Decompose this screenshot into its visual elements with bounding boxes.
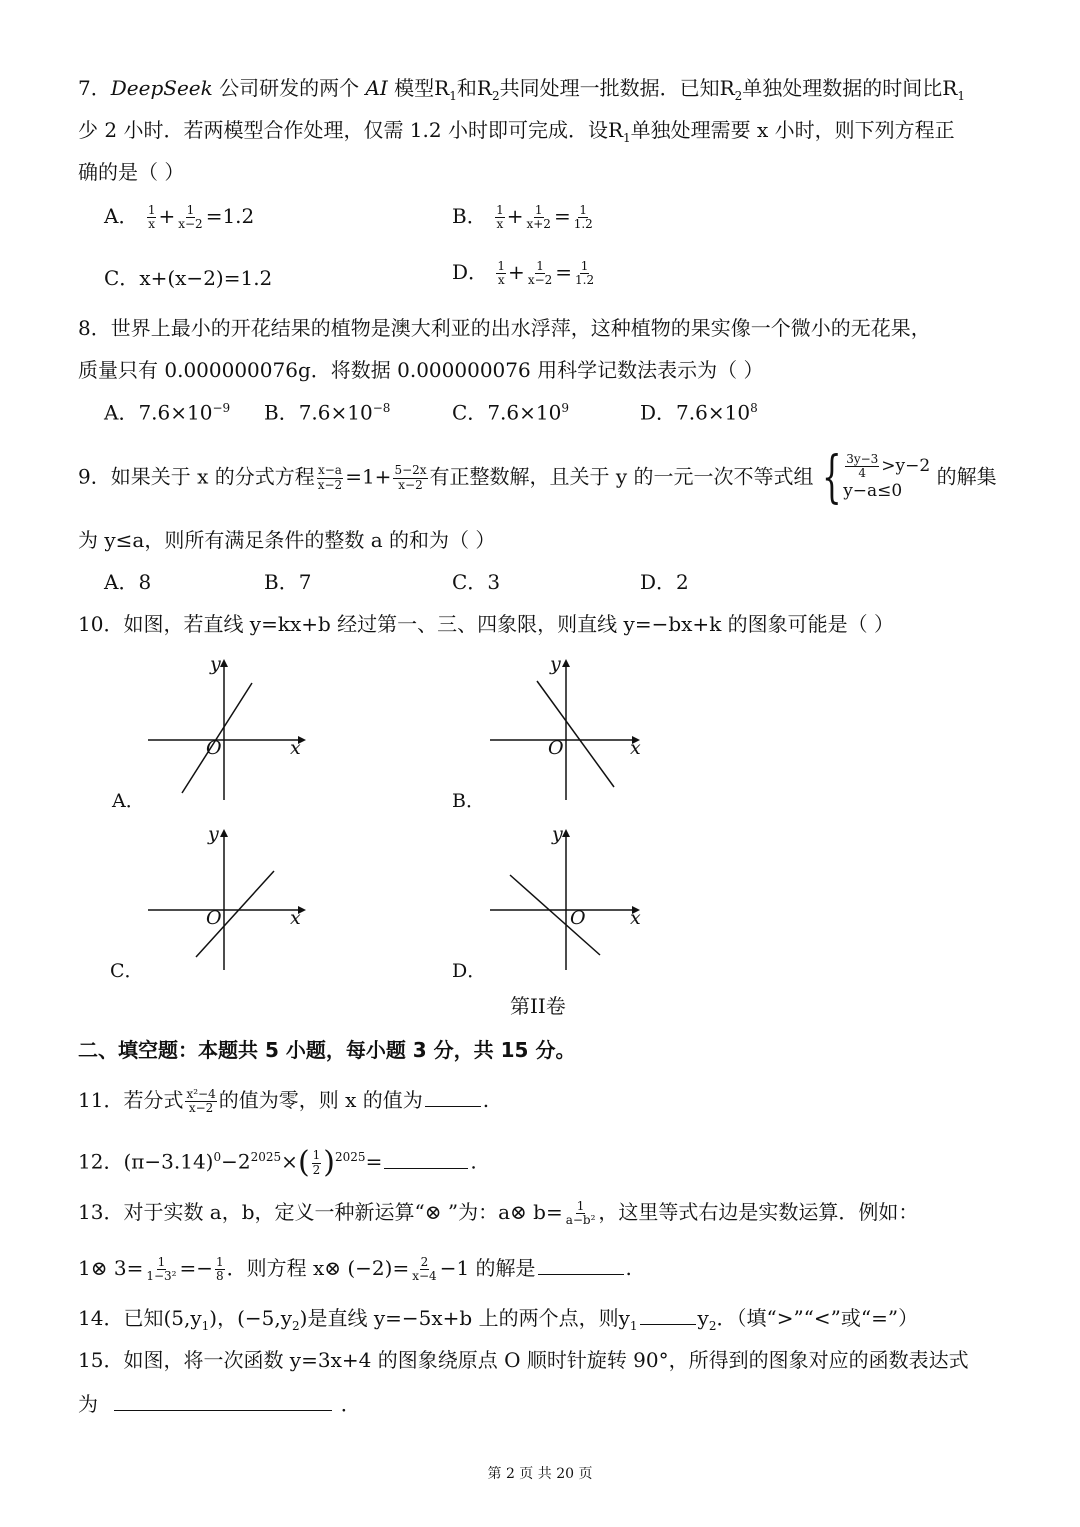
volume-title: 第II卷 — [510, 994, 566, 1018]
section-heading: 二、填空题：本题共 5 小题，每小题 3 分，共 15 分。 — [78, 1038, 576, 1062]
graph-b-label: B． — [452, 790, 485, 812]
q9-line1: 9．如果关于 x 的分式方程 $\frac{x-a}{x-2}$ =1+ $\frac{5-2x}{x-2}$ 有正整数解，且关于 y 的一元一次不等式组 { $\frac{3y-3}{4}$ >y−2 y−a≤0 的解集 — [78, 445, 997, 510]
graph-c-origin: O — [206, 907, 222, 929]
graph-c-label: C． — [110, 960, 144, 982]
y-axis-arrow-icon — [220, 659, 228, 667]
q13-answer-blank[interactable] — [538, 1273, 624, 1275]
y-axis-arrow-icon — [562, 659, 570, 667]
graph-d-origin: O — [570, 907, 586, 929]
graph-a-y-label: y — [210, 653, 221, 675]
graph-b-line — [537, 681, 614, 787]
q10-line1: 10．如图，若直线 y=kx+b 经过第一、三、四象限，则直线 y=−bx+k 的图象可能是（ ） — [78, 612, 895, 636]
graph-b-x-label: x — [630, 737, 641, 759]
q7-option-a[interactable]: A． $\frac{1}{x}$ + $\frac{1}{x-2}$ =1.2 — [104, 203, 255, 232]
q14-answer-blank[interactable] — [640, 1323, 696, 1325]
q7-line3: 确的是（ ） — [78, 160, 185, 184]
graph-a-x-label: x — [290, 737, 301, 759]
q8-option-c[interactable]: C．$7.6\times 10^9$ — [452, 400, 569, 425]
q7-line1: 7．DeepSeek 公司研发的两个 AI 模型$R_1$和$R_2$共同处理一批数据．已知$R_2$单独处理数据的时间比$R_1$ — [78, 76, 965, 103]
graph-b-origin: O — [548, 737, 564, 759]
graph-c[interactable] — [140, 825, 310, 975]
q15-line2: 为 ． — [78, 1392, 361, 1416]
graph-a[interactable] — [140, 655, 310, 805]
q7-line2: 少 2 小时．若两模型合作处理，仅需 1.2 小时即可完成．设$R_1$单独处理需要 x 小时，则下列方程正 — [78, 118, 955, 145]
q13-line2: 1⊗ 3= $\frac{1}{\text{1−3²}}$ =− $\frac{1}{8}$ ．则方程 x⊗ (−2)= $\frac{2}{x-4}$ −1 的解是 . — [78, 1255, 632, 1284]
q8-option-d[interactable]: D．$7.6\times 10^8$ — [640, 400, 758, 425]
graph-b[interactable] — [482, 655, 652, 805]
graph-d-x-label: x — [630, 907, 641, 929]
q13-line1: 13．对于实数 a，b，定义一种新运算“⊗ ”为：a⊗ b= $\frac{1}{\text{a−b²}}$ ，这里等式右边是实数运算．例如： — [78, 1199, 919, 1228]
q7-option-d[interactable]: D． $\frac{1}{x}$ + $\frac{1}{x-2}$ = $\frac{1}{1.2}$ — [452, 259, 595, 288]
q11-answer-blank[interactable] — [425, 1105, 481, 1107]
graph-d-line — [510, 875, 600, 955]
graph-a-label: A． — [112, 790, 145, 812]
q7-option-b[interactable]: B． $\frac{1}{x}$ + $\frac{1}{x+2}$ = $\frac{1}{1.2}$ — [452, 203, 593, 232]
q9-option-d[interactable]: D．2 — [640, 570, 689, 594]
q11-line: 11．若分式 $\frac{\text{x²−4}}{x-2}$ 的值为零，则 x 的值为 . — [78, 1087, 490, 1116]
graph-d[interactable] — [482, 825, 652, 975]
q8-option-a[interactable]: A．$7.6\times 10^{-9}$ — [104, 400, 231, 425]
graph-c-y-label: y — [208, 823, 219, 845]
q9-line2: 为 y≤a，则所有满足条件的整数 a 的和为（ ） — [78, 528, 496, 552]
graph-c-x-label: x — [290, 907, 301, 929]
q9-option-b[interactable]: B．7 — [264, 570, 312, 594]
q12-answer-blank[interactable] — [384, 1167, 468, 1169]
graph-a-origin: O — [206, 737, 222, 759]
q8-option-b[interactable]: B．$7.6\times 10^{-8}$ — [264, 400, 391, 425]
q14-line: 14．已知$(5,y_1)$，$(-5,y_2)$是直线 y=−5x+b 上的两个点，则$y_1$ $y_2$．（填“>”“<”或“=”） — [78, 1306, 919, 1333]
q9-option-c[interactable]: C．3 — [452, 570, 501, 594]
q15-line1: 15．如图，将一次函数 y=3x+4 的图象绕原点 O 顺时针旋转 90°，所得到的图象对应的函数表达式 — [78, 1348, 969, 1372]
graph-d-y-label: y — [552, 823, 563, 845]
y-axis-arrow-icon — [220, 829, 228, 837]
y-axis-arrow-icon — [562, 829, 570, 837]
q15-answer-blank[interactable] — [114, 1409, 332, 1411]
q7-option-c[interactable]: C．x+(x−2)=1.2 — [104, 266, 273, 290]
graph-d-label: D． — [452, 960, 487, 982]
q8-line1: 8．世界上最小的开花结果的植物是澳大利亚的出水浮萍，这种植物的果实像一个微小的无花果， — [78, 316, 931, 340]
q12-line: 12．$(\pi-3.14)^0-2^{2025}\times$( $\frac{1}{2}$ )$^{2025}$= . — [78, 1145, 477, 1180]
q9-option-a[interactable]: A．8 — [104, 570, 152, 594]
graph-b-y-label: y — [550, 653, 561, 675]
q8-line2: 质量只有 0.000000076g．将数据 0.000000076 用科学记数法表示为（ ） — [78, 358, 764, 382]
page-footer: 第 2 页 共 20 页 — [487, 1466, 593, 1482]
